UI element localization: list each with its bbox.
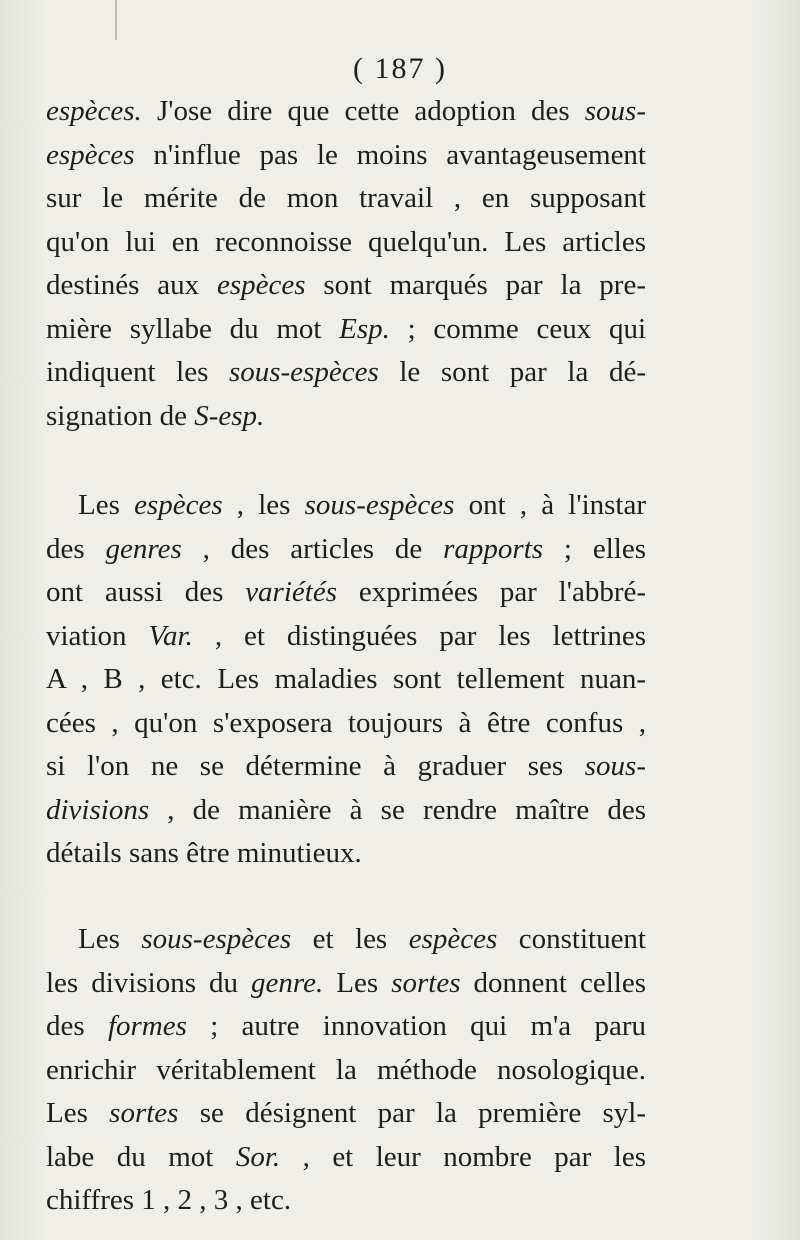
text-line [46,395,646,439]
italic-run: sous-espèces [228,356,379,388]
text-run: qu'on lui en reconnoisse quelqu'un. Les articles [46,225,646,258]
text-line [46,264,646,308]
italic-run: sortes [109,1097,179,1129]
text-line [46,1179,646,1223]
text-run: cées , qu'on s'exposera toujours à être confus , [46,706,646,739]
italic-run: sortes [391,966,461,999]
text-line [46,1136,646,1180]
text-run: destinés aux [46,269,217,301]
text-line [46,90,646,134]
italic-run: espèces. [46,95,142,127]
text-line [46,745,646,789]
text-line [46,615,646,659]
text-line [46,658,646,702]
text-run: A , B , etc. Les maladies sont tellement nuan- [46,663,646,695]
italic-run: genres [105,532,182,565]
text-line [46,308,646,352]
text-run: indiquent les [46,356,229,388]
italic-run: sous- [584,750,646,782]
italic-run: espèces [408,923,498,955]
text-line [46,528,646,572]
page-number: ( 187 ) [353,52,447,85]
text-run: les divisions du [46,966,252,999]
text-run: signation de [46,399,195,432]
text-run: Les [78,489,135,521]
italic-run: genre. [251,966,324,999]
text-run: ; comme ceux qui [389,312,646,345]
text-line [46,1049,646,1093]
text-line [46,571,646,615]
text-run: , et distinguées par les lettrines [192,619,646,652]
text-run: labe du mot [46,1140,236,1173]
italic-run: sous-espèces [141,923,292,955]
text-line [46,1092,646,1136]
text-run: exprimées par l'abbré- [337,576,647,608]
text-line [46,134,646,178]
italic-run: espèces [46,138,135,171]
text-run: et les [291,923,409,955]
text-run: des [46,532,106,565]
text-run: , et leur nombre par les [280,1140,647,1173]
text-run: ont aussi des [46,576,246,608]
text-run: détails sans être minutieux. [46,837,362,869]
italic-run: rapports [443,532,544,565]
text-line [46,484,646,528]
paragraph-1 [46,90,646,438]
text-line [46,702,646,746]
text-line [46,351,646,395]
text-run: Les [323,966,392,999]
italic-run: formes [107,1010,187,1042]
text-run: Les [46,1097,110,1129]
page-fold-mark [115,0,117,40]
text-line [46,832,646,876]
text-line [46,789,646,833]
text-run: ; autre innovation qui m'a paru [186,1010,646,1042]
text-run: Les [78,923,142,955]
text-run: sur le mérite de mon travail , en supposant [46,182,646,214]
text-run: des [46,1010,108,1042]
text-run: si l'on ne se détermine à graduer ses [46,750,585,782]
text-line [46,177,646,221]
text-run: chiffres 1 , 2 , 3 , etc. [46,1184,292,1216]
text-run: donnent celles [460,966,646,999]
text-run: J'ose dire que cette adoption des [141,95,585,127]
italic-run: sous- [584,95,646,127]
text-run: n'influe pas le moins avantageusement [134,138,646,171]
italic-run: S-esp. [194,399,265,432]
italic-run: divisions [46,793,150,826]
text-run: ont , à l'instar [454,489,647,521]
text-run: , de manière à se rendre maître des [149,793,646,826]
text-line [46,221,646,265]
italic-run: Sor. [235,1140,281,1173]
text-run: enrichir véritablement la méthode nosologique. [46,1053,646,1086]
text-run: , des articles de [181,532,444,565]
text-run: ; elles [543,532,646,565]
text-run: le sont par la dé- [378,356,646,388]
italic-run: Var. [148,619,193,652]
text-line [46,962,646,1006]
text-run: mière syllabe du mot [46,312,340,345]
text-run: viation [46,619,149,652]
text-run: se désignent par la première syl- [178,1097,646,1129]
italic-run: variétés [245,576,337,608]
paragraph-2 [46,484,646,876]
italic-run: sous-espèces [304,489,455,521]
italic-run: espèces [134,489,223,521]
text-run: sont marqués par la pre- [305,269,646,301]
italic-run: Esp. [339,312,390,345]
text-line [46,1005,646,1049]
text-run: constituent [497,923,646,955]
paragraph-3 [46,918,646,1223]
italic-run: espèces [216,269,306,301]
text-run: , les [222,489,305,521]
text-line [46,918,646,962]
